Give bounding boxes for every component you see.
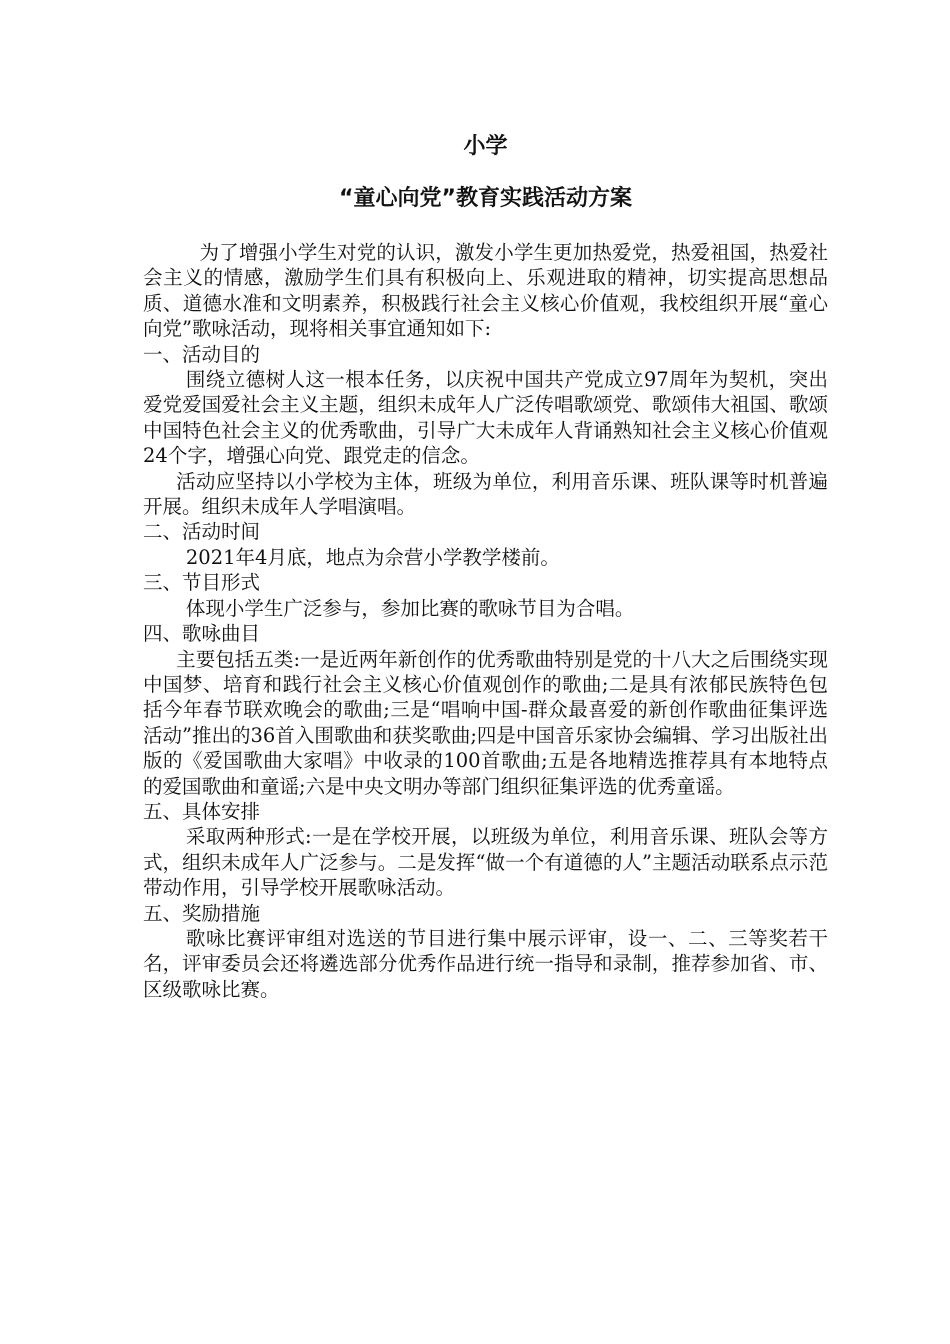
awards-paragraph: 歌咏比赛评审组对选送的节目进行集中展示评审，设一、二、三等奖若干名，评审委员会还将遴选部分优秀作品进行统一指导和录制，推荐参加省、市、区级歌咏比赛。 <box>143 926 828 1001</box>
purpose-paragraph-2: 活动应坚持以小学校为主体，班级为单位，利用音乐课、班队课等时机普遍开展。组织未成年人学唱演唱。 <box>143 469 828 519</box>
document-body <box>143 130 828 1002</box>
section-heading-format: 三、节目形式 <box>143 571 261 595</box>
section-heading-time: 二、活动时间 <box>143 520 261 544</box>
intro-paragraph: 为了增强小学生对党的认识，激发小学生更加热爱党，热爱祖国，热爱社会主义的情感，激励学生们具有积极向上、乐观进取的精神，切实提高思想品质、道德水准和文明素养，积极践行社会主义核心价值观，我校组织开展“童心向党”歌咏活动，现将相关事宜通知如下: <box>143 241 828 341</box>
section-heading-purpose: 一、活动目的 <box>143 342 261 366</box>
section-heading-awards: 五、奖励措施 <box>143 901 261 925</box>
section-heading-songs: 四、歌咏曲目 <box>143 622 261 646</box>
document-title-school: 小学 <box>463 134 508 159</box>
purpose-paragraph-1: 围绕立德树人这一根本任务，以庆祝中国共产党成立97周年为契机，突出爱党爱国爱社会主义主题，组织未成年人广泛传唱歌颂党、歌颂伟大祖国、歌颂中国特色社会主义的优秀歌曲，引导广大未成年人背诵熟知社会主义核心价值观24个字，增强心向党、跟党走的信念。 <box>143 368 828 468</box>
format-paragraph: 体现小学生广泛参与，参加比赛的歌咏节目为合唱。 <box>185 596 635 620</box>
songs-paragraph: 主要包括五类:一是近两年新创作的优秀歌曲特别是党的十八大之后围绕实现中国梦、培育和践行社会主义核心价值观创作的歌曲;二是具有浓郁民族特色包括今年春节联欢晚会的歌曲;三是“唱响中国-群众最喜爱的新创作歌曲征集评选活动”推出的36首入围歌曲和获奖歌曲;四是中国音乐家协会编辑、学习出版社出版的《爱国歌曲大家唱》中收录的100首歌曲;五是各地精选推荐具有本地特点的爱国歌曲和童谣;六是中央文明办等部门组织征集评选的优秀童谣。 <box>143 647 828 798</box>
section-heading-arrangement: 五、具体安排 <box>143 799 261 823</box>
time-paragraph: 2021年4月底，地点为佘营小学教学楼前。 <box>185 545 560 569</box>
arrangement-paragraph: 采取两种形式:一是在学校开展，以班级为单位，利用音乐课、班队会等方式，组织未成年人广泛参与。二是发挥“做一个有道德的人”主题活动联系点示范带动作用，引导学校开展歌咏活动。 <box>143 825 828 900</box>
document-title-plan: “童心向党”教育实践活动方案 <box>339 186 632 211</box>
